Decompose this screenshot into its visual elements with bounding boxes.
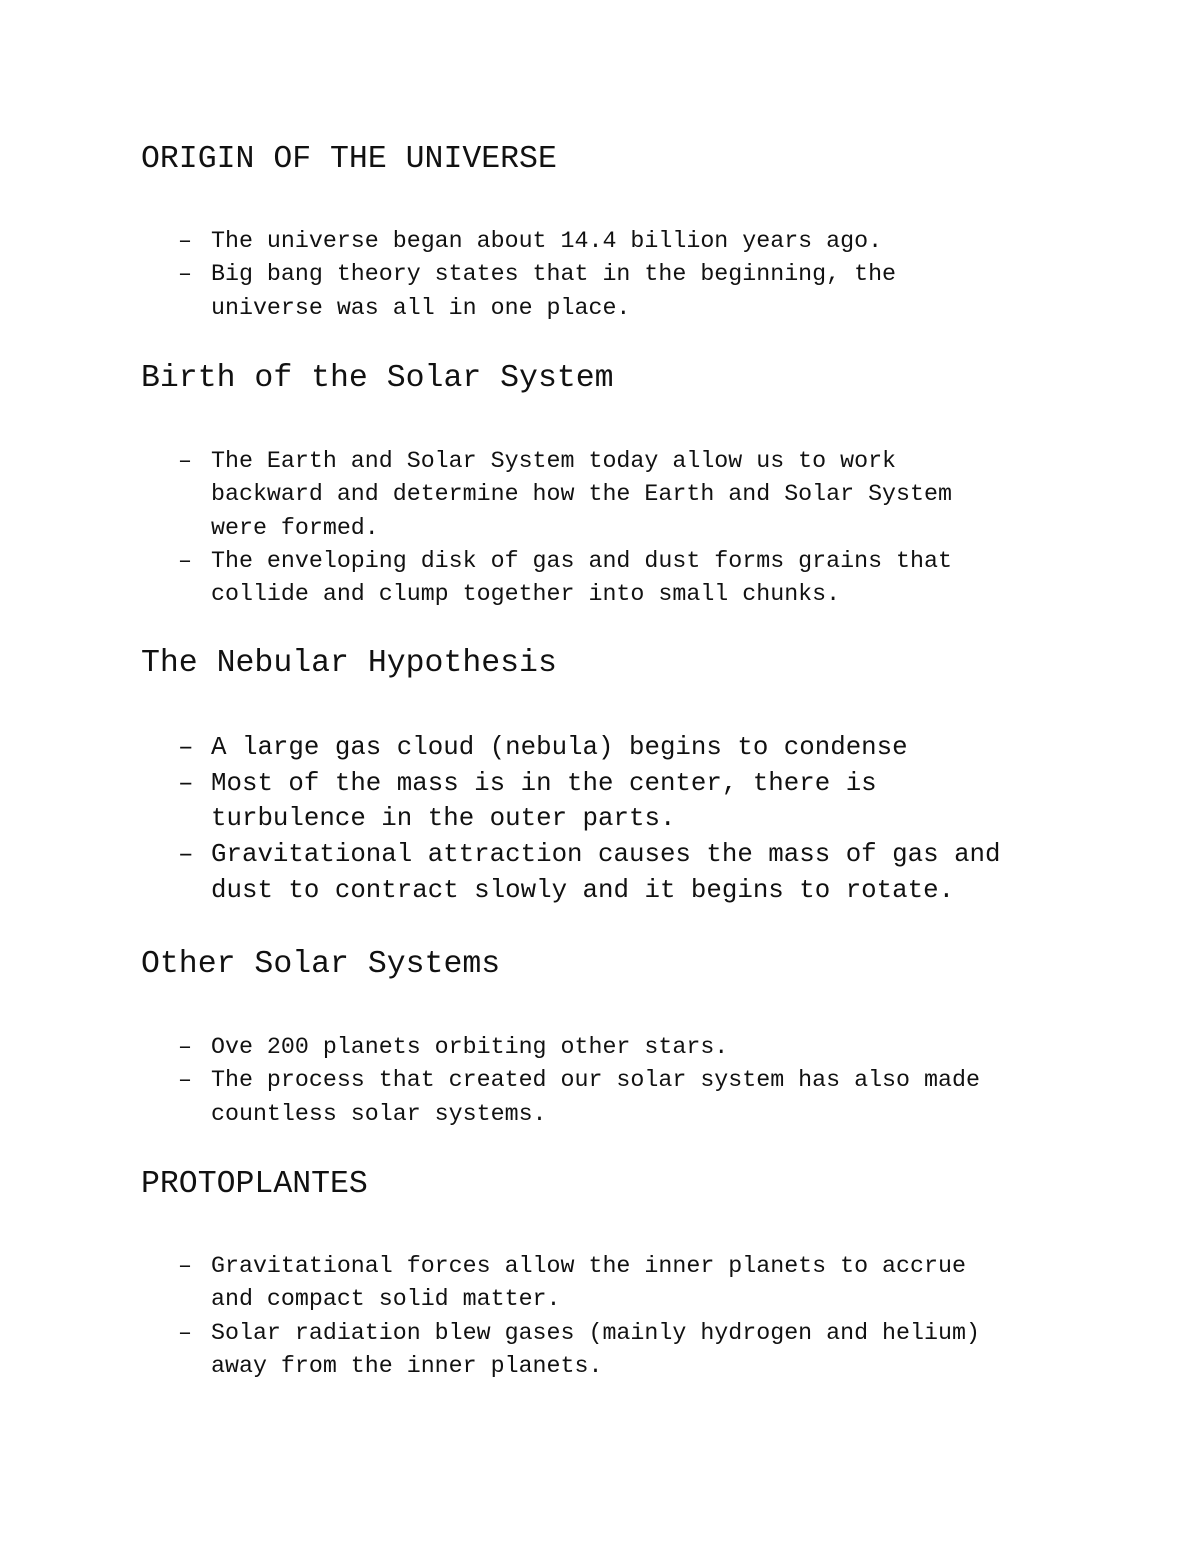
list-item-continuation: universe was all in one place. <box>211 294 631 321</box>
list-item: – A large gas cloud (nebula) begins to condense <box>0 730 1001 766</box>
list-item: – Gravitational forces allow the inner planets to accrue <box>0 1250 980 1283</box>
list-item: – Most of the mass is in the center, there is <box>0 766 1001 802</box>
bullet-dash: – <box>178 733 194 762</box>
list-item-continuation: countless solar systems. <box>211 1100 547 1127</box>
bullet-dash: – <box>178 547 192 574</box>
section-heading-protoplanets: PROTOPLANTES <box>141 1167 368 1202</box>
bullet-dash: – <box>178 1034 192 1060</box>
list-item-continuation: turbulence in the outer parts. <box>211 804 676 834</box>
list-item: – Ove 200 planets orbiting other stars. <box>0 1031 980 1064</box>
section-heading-nebular: The Nebular Hypothesis <box>141 646 557 681</box>
bullet-dash: – <box>178 840 194 870</box>
bullet-dash: – <box>178 1319 192 1346</box>
list-item: – The Earth and Solar System today allow us to work <box>0 445 952 478</box>
section-heading-solar-system: Birth of the Solar System <box>141 361 614 396</box>
bullet-list-other-systems <box>0 1031 980 1131</box>
section-heading-origin: ORIGIN OF THE UNIVERSE <box>141 142 557 177</box>
list-item: – The process that created our solar system has also made <box>0 1064 980 1097</box>
list-item-continuation: away from the inner planets. <box>211 1352 603 1379</box>
bullet-dash: – <box>178 768 194 798</box>
bullet-dash: – <box>178 1253 192 1279</box>
bullet-list-nebular <box>0 730 1001 909</box>
list-item-continuation: dust to contract slowly and it begins to rotate. <box>211 875 955 905</box>
bullet-list-solar-system <box>0 445 952 611</box>
bullet-dash: – <box>178 1067 192 1094</box>
bullet-list-origin <box>0 225 896 325</box>
list-item-continuation: backward and determine how the Earth and Solar System <box>211 481 952 508</box>
list-item: – The enveloping disk of gas and dust forms grains that <box>0 545 952 578</box>
list-item-continuation: collide and clump together into small chunks. <box>211 581 841 608</box>
bullet-list-protoplanets <box>0 1250 980 1383</box>
bullet-dash: – <box>178 228 192 254</box>
bullet-dash: – <box>178 261 192 288</box>
list-item: – Big bang theory states that in the beginning, the <box>0 258 896 291</box>
list-item: – Gravitational attraction causes the mass of gas and <box>0 837 1001 873</box>
list-item: – Solar radiation blew gases (mainly hydrogen and helium) <box>0 1317 980 1350</box>
section-heading-other-systems: Other Solar Systems <box>141 947 501 982</box>
list-item-continuation: and compact solid matter. <box>211 1286 561 1313</box>
bullet-dash: – <box>178 448 192 474</box>
list-item-continuation: were formed. <box>211 514 379 541</box>
list-item: – The universe began about 14.4 billion years ago. <box>0 225 896 258</box>
